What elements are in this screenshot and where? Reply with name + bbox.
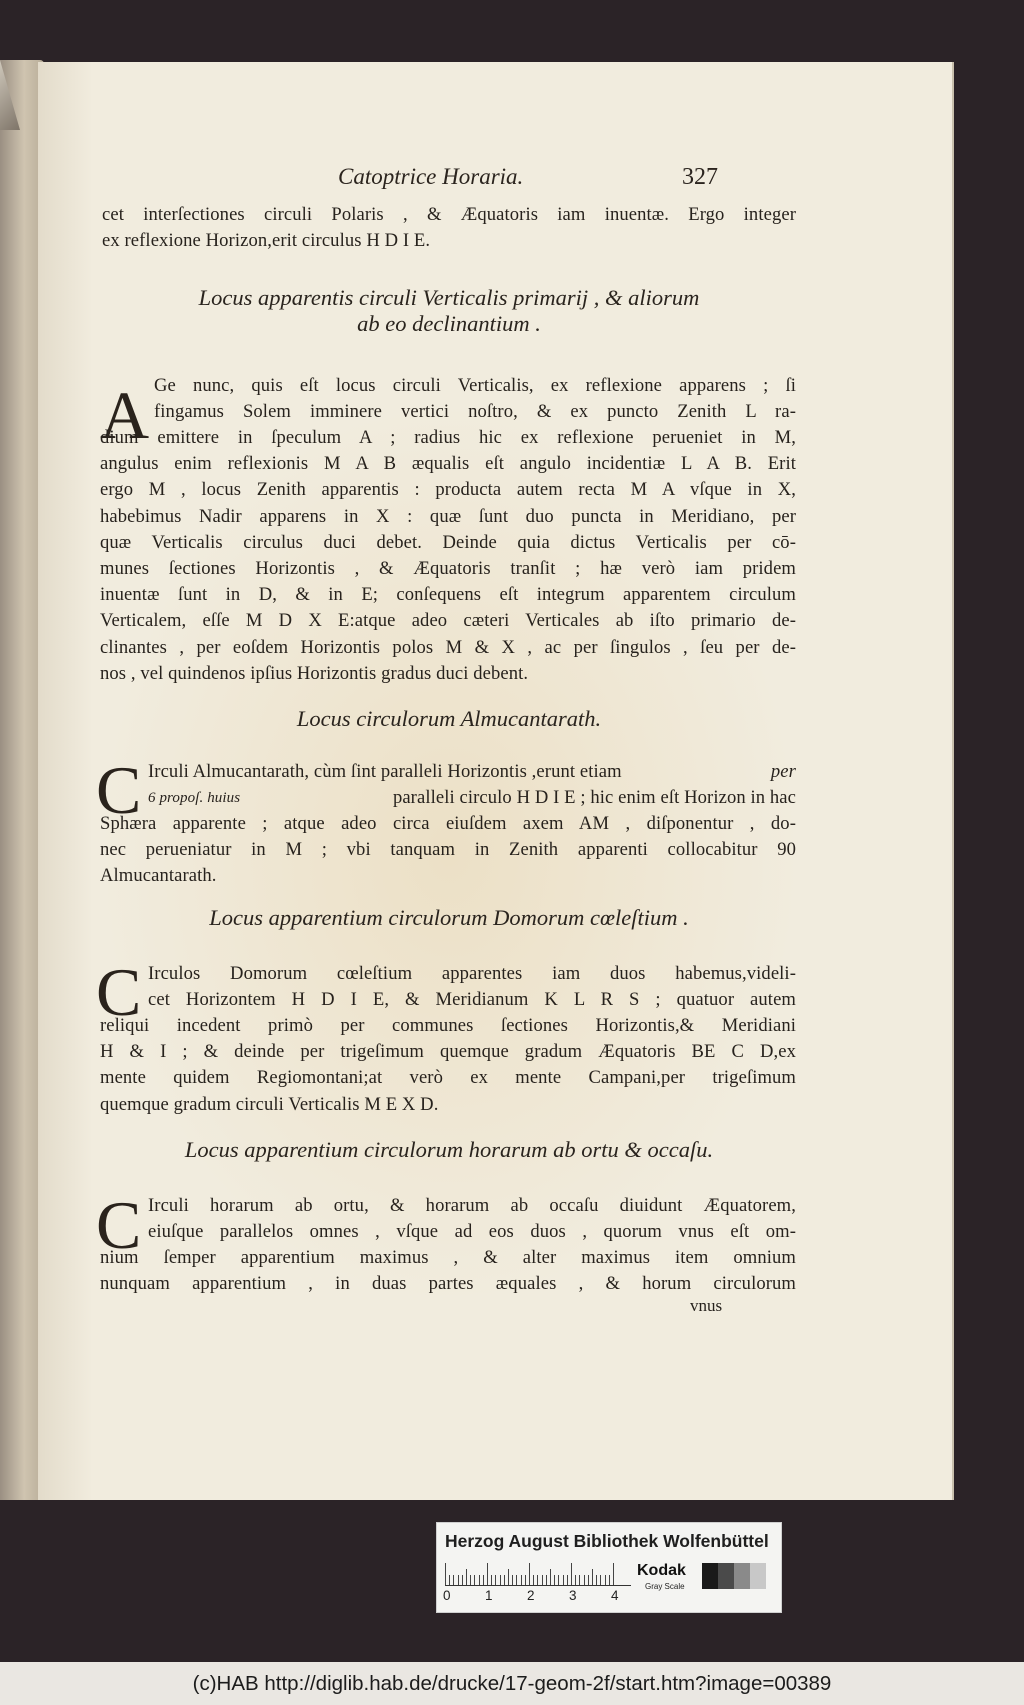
ruler-tick bbox=[537, 1575, 538, 1585]
ruler-tick bbox=[495, 1575, 496, 1585]
text-line: Verticalem, eſſe M D X E:atque adeo cæteri Verticales ab iſto primario de- bbox=[100, 610, 796, 632]
ruler-number: 0 bbox=[443, 1588, 451, 1603]
ruler-tick bbox=[609, 1575, 610, 1585]
ruler-tick bbox=[529, 1563, 530, 1585]
line-main: paralleli circulo H D I E ; hic enim eſt Horizon in hac bbox=[392, 787, 796, 809]
section-heading bbox=[102, 285, 796, 337]
text-line: H & I ; & deinde per trigeſimum quemque gradum Æquatoris BE C D,ex bbox=[100, 1041, 796, 1063]
gray-scale-caption: Gray Scale bbox=[645, 1582, 685, 1591]
ruler-tick bbox=[605, 1575, 606, 1585]
paragraph-first-lines bbox=[148, 961, 796, 1013]
text-line: Almucantarath. bbox=[100, 865, 217, 887]
page-number: 327 bbox=[682, 164, 718, 190]
ruler-tick bbox=[449, 1575, 450, 1585]
text-line: quæ Verticalis circulus duci debet. Deinde quia dictus Verticalis per cō- bbox=[100, 531, 796, 553]
ruler-tick bbox=[546, 1575, 547, 1585]
text-line: inuentæ ſunt in D, & in E; conſequens eſt integrum apparentem circulum bbox=[100, 584, 796, 606]
ruler-number: 4 bbox=[611, 1588, 619, 1603]
library-label bbox=[436, 1522, 782, 1613]
section-heading: Locus circulorum Almucantarath. bbox=[296, 706, 602, 731]
ruler-tick bbox=[579, 1575, 580, 1585]
ruler-tick bbox=[453, 1575, 454, 1585]
paragraph-body bbox=[100, 425, 796, 687]
gray-scale-swatches bbox=[702, 1563, 766, 1589]
kodak-logo: Kodak bbox=[637, 1562, 686, 1579]
text-line: Irculi horarum ab ortu, & horarum ab occaſu diuidunt Æquatorem, bbox=[148, 1195, 796, 1216]
text-line bbox=[148, 759, 796, 785]
margin-reference: per bbox=[770, 761, 796, 782]
ruler-number: 1 bbox=[485, 1588, 493, 1603]
ruler-tick bbox=[521, 1575, 522, 1585]
text-line: munes ſectiones Horizontis , & Æquatoris tranſit ; hæ verò iam pridem bbox=[100, 558, 796, 580]
swatch bbox=[718, 1563, 734, 1589]
ruler-tick bbox=[571, 1563, 572, 1585]
ruler-tick bbox=[550, 1569, 551, 1585]
section-heading: Locus apparentium circulorum horarum ab ortu & occaſu. bbox=[184, 1137, 714, 1162]
heading-line: ab eo declinantium . bbox=[357, 311, 541, 336]
scale-ruler bbox=[445, 1561, 631, 1586]
ruler-tick bbox=[588, 1575, 589, 1585]
ruler-tick bbox=[512, 1575, 513, 1585]
left-page-corner bbox=[0, 60, 20, 130]
text-line: nos , vel quindenos ipſius Horizontis gradus duci debent. bbox=[100, 662, 529, 684]
ruler-tick bbox=[462, 1575, 463, 1585]
swatch bbox=[702, 1563, 718, 1589]
drop-cap: C bbox=[96, 1187, 142, 1263]
ruler-tick bbox=[596, 1575, 597, 1585]
text-line: nunquam apparentium , in duas partes æquales , & horum circulorum bbox=[100, 1273, 796, 1295]
copyright-footer: (c)HAB http://diglib.hab.de/drucke/17-geom-2f/start.htm?image=00389 bbox=[0, 1662, 1024, 1705]
heading-line: Locus apparentis circuli Verticalis primarij , & aliorum bbox=[198, 285, 700, 310]
ruler-tick bbox=[487, 1563, 488, 1585]
ruler-tick bbox=[458, 1575, 459, 1585]
text-line: cet interſectiones circuli Polaris , & Æquatoris iam inuentæ. Ergo integer bbox=[102, 204, 796, 225]
text-line: cet Horizontem H D I E, & Meridianum K L R S ; quatuor autem bbox=[148, 989, 796, 1011]
text-line: Irculos Domorum cœleſtium apparentes iam duos habemus,videli- bbox=[148, 963, 796, 984]
ruler-number: 2 bbox=[527, 1588, 535, 1603]
ruler-tick bbox=[474, 1575, 475, 1585]
ruler-tick bbox=[558, 1575, 559, 1585]
line-main: Irculi Almucantarath, cùm ſint paralleli Horizontis ,erunt etiam bbox=[148, 761, 622, 782]
ruler-tick bbox=[470, 1575, 471, 1585]
ruler-tick bbox=[491, 1575, 492, 1585]
ruler-tick bbox=[508, 1569, 509, 1585]
swatch bbox=[734, 1563, 750, 1589]
ruler-tick bbox=[483, 1575, 484, 1585]
ruler-tick bbox=[533, 1575, 534, 1585]
ruler-tick bbox=[613, 1563, 614, 1585]
ruler-tick bbox=[500, 1575, 501, 1585]
drop-cap: A bbox=[100, 377, 150, 453]
text-line bbox=[148, 785, 796, 811]
text-line: nium ſemper apparentium maximus , & alter maximus item omnium bbox=[100, 1247, 796, 1268]
drop-cap: C bbox=[96, 752, 142, 828]
ruler-tick bbox=[575, 1575, 576, 1585]
ruler-tick bbox=[542, 1575, 543, 1585]
ruler-tick bbox=[504, 1575, 505, 1585]
text-line: fingamus Solem imminere vertici noſtro, & ex puncto Zenith L ra- bbox=[154, 401, 796, 423]
drop-cap: C bbox=[96, 954, 142, 1030]
running-head: Catoptrice Horaria. bbox=[338, 164, 524, 189]
text-line: mente quidem Regiomontani;at verò ex mente Campani,per trigeſimum bbox=[100, 1067, 796, 1089]
text-line: habebimus Nadir apparens in X : quæ ſunt duo puncta in Meridiano, per bbox=[100, 505, 796, 527]
paragraph-first-lines bbox=[148, 1193, 796, 1245]
ruler-tick bbox=[525, 1575, 526, 1585]
ruler-tick bbox=[600, 1575, 601, 1585]
section-heading: Locus apparentium circulorum Domorum cœleſtium . bbox=[209, 905, 689, 930]
ruler-tick bbox=[516, 1575, 517, 1585]
margin-reference: 6 propoſ. huius bbox=[148, 790, 241, 807]
paragraph-first-lines bbox=[148, 759, 796, 811]
book-page bbox=[38, 62, 952, 1500]
ruler-number: 3 bbox=[569, 1588, 577, 1603]
text-line: eiuſque parallelos omnes , vſque ad eos duos , quorum vnus eſt om- bbox=[148, 1221, 796, 1243]
text-line: dium emittere in ſpeculum A ; radius hic ex reflexione perueniet in M, bbox=[100, 427, 796, 448]
text-line: ex reflexione Horizon,erit circulus H D I E. bbox=[102, 230, 431, 252]
text-line: quemque gradum circuli Verticalis M E X D. bbox=[100, 1093, 439, 1115]
text-line: Ge nunc, quis eſt locus circuli Verticalis, ex reflexione apparens ; ſi bbox=[154, 375, 796, 396]
catchword: vnus bbox=[690, 1296, 723, 1315]
text-line: angulus enim reflexionis M A B æqualis eſt angulo incidentiæ L A B. Erit bbox=[100, 453, 796, 475]
library-name: Herzog August Bibliothek Wolfenbüttel bbox=[445, 1531, 769, 1551]
text-line: ergo M , locus Zenith apparentis : producta autem recta M A vſque in X, bbox=[100, 479, 796, 501]
text-line: Sphæra apparente ; atque adeo circa eiuſdem axem AM , diſponentur , do- bbox=[100, 813, 796, 834]
paragraph-body bbox=[100, 811, 796, 890]
ruler-tick bbox=[563, 1575, 564, 1585]
ruler-tick bbox=[445, 1563, 446, 1585]
swatch bbox=[750, 1563, 766, 1589]
text-line: clinantes , per eoſdem Horizontis polos M & X , ac per ſingulos , ſeu per de- bbox=[100, 636, 796, 658]
paragraph-first-lines bbox=[154, 373, 796, 425]
text-line: nec perueniatur in M ; vbi tanquam in Zenith apparenti collocabitur 90 bbox=[100, 839, 796, 861]
ruler-tick bbox=[466, 1569, 467, 1585]
ruler-tick bbox=[592, 1569, 593, 1585]
paragraph-body bbox=[100, 1013, 796, 1118]
ruler-tick bbox=[554, 1575, 555, 1585]
ruler-tick bbox=[479, 1575, 480, 1585]
ruler-tick bbox=[584, 1575, 585, 1585]
ruler-tick bbox=[567, 1575, 568, 1585]
paragraph-body bbox=[100, 1245, 796, 1297]
intro-paragraph bbox=[102, 202, 796, 254]
text-line: reliqui incedent primò per communes ſectiones Horizontis,& Meridiani bbox=[100, 1015, 796, 1036]
